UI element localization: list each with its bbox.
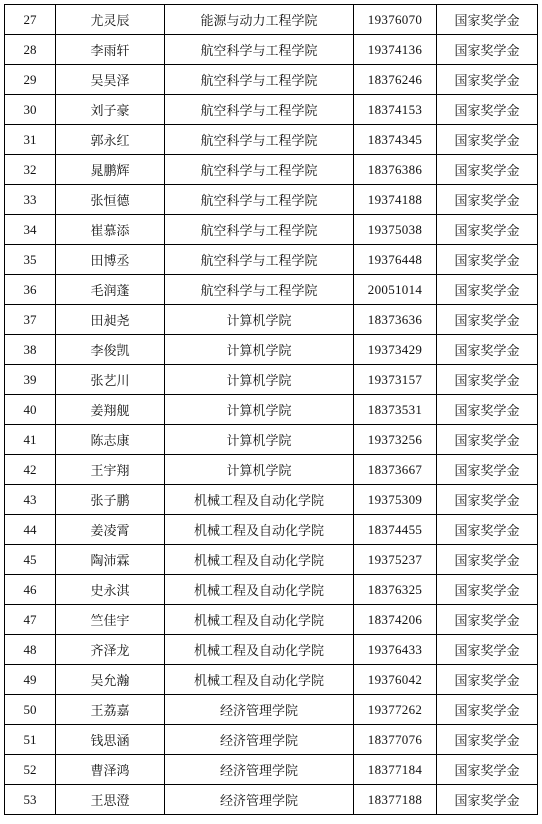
student-name-cell: 吴允瀚 [56, 665, 165, 695]
student-name-cell: 曹泽鸿 [56, 755, 165, 785]
college-name-cell: 机械工程及自动化学院 [165, 665, 354, 695]
student-name-cell: 晁鹏辉 [56, 155, 165, 185]
college-name-cell: 能源与动力工程学院 [165, 5, 354, 35]
student-id-cell: 19377262 [354, 695, 437, 725]
table-row [5, 785, 538, 815]
student-id-cell: 18376386 [354, 155, 437, 185]
student-id-cell: 20051014 [354, 275, 437, 305]
award-type-cell: 国家奖学金 [437, 305, 538, 335]
award-type-cell: 国家奖学金 [437, 215, 538, 245]
row-number-cell: 44 [5, 515, 56, 545]
student-name-cell: 钱思涵 [56, 725, 165, 755]
table-row [5, 35, 538, 65]
table-row [5, 695, 538, 725]
award-type-cell: 国家奖学金 [437, 125, 538, 155]
table-row [5, 395, 538, 425]
table-row [5, 185, 538, 215]
row-number-cell: 31 [5, 125, 56, 155]
student-id-cell: 18374206 [354, 605, 437, 635]
row-number-cell: 34 [5, 215, 56, 245]
row-number-cell: 47 [5, 605, 56, 635]
award-type-cell: 国家奖学金 [437, 635, 538, 665]
student-id-cell: 19373157 [354, 365, 437, 395]
row-number-cell: 51 [5, 725, 56, 755]
award-type-cell: 国家奖学金 [437, 5, 538, 35]
award-type-cell: 国家奖学金 [437, 695, 538, 725]
college-name-cell: 航空科学与工程学院 [165, 155, 354, 185]
table-row [5, 275, 538, 305]
student-id-cell: 19374136 [354, 35, 437, 65]
award-type-cell: 国家奖学金 [437, 395, 538, 425]
row-number-cell: 43 [5, 485, 56, 515]
award-type-cell: 国家奖学金 [437, 515, 538, 545]
college-name-cell: 经济管理学院 [165, 695, 354, 725]
award-type-cell: 国家奖学金 [437, 455, 538, 485]
row-number-cell: 53 [5, 785, 56, 815]
college-name-cell: 机械工程及自动化学院 [165, 515, 354, 545]
row-number-cell: 52 [5, 755, 56, 785]
table-row [5, 455, 538, 485]
student-id-cell: 19376448 [354, 245, 437, 275]
row-number-cell: 49 [5, 665, 56, 695]
row-number-cell: 39 [5, 365, 56, 395]
student-id-cell: 19376433 [354, 635, 437, 665]
table-body [5, 5, 538, 815]
table-row [5, 605, 538, 635]
row-number-cell: 30 [5, 95, 56, 125]
row-number-cell: 38 [5, 335, 56, 365]
award-type-cell: 国家奖学金 [437, 485, 538, 515]
table-row [5, 95, 538, 125]
row-number-cell: 46 [5, 575, 56, 605]
college-name-cell: 计算机学院 [165, 455, 354, 485]
award-type-cell: 国家奖学金 [437, 155, 538, 185]
table-row [5, 665, 538, 695]
student-id-cell: 19376042 [354, 665, 437, 695]
student-name-cell: 史永淇 [56, 575, 165, 605]
table-row [5, 245, 538, 275]
scholarship-table-container [4, 4, 538, 815]
student-name-cell: 张恒德 [56, 185, 165, 215]
row-number-cell: 29 [5, 65, 56, 95]
student-name-cell: 郭永红 [56, 125, 165, 155]
student-name-cell: 陈志康 [56, 425, 165, 455]
student-id-cell: 18373531 [354, 395, 437, 425]
table-row [5, 155, 538, 185]
award-type-cell: 国家奖学金 [437, 245, 538, 275]
table-row [5, 575, 538, 605]
student-name-cell: 王宇翔 [56, 455, 165, 485]
student-name-cell: 陶沛霖 [56, 545, 165, 575]
student-id-cell: 18377076 [354, 725, 437, 755]
student-id-cell: 18374345 [354, 125, 437, 155]
award-type-cell: 国家奖学金 [437, 425, 538, 455]
college-name-cell: 经济管理学院 [165, 785, 354, 815]
table-row [5, 215, 538, 245]
student-id-cell: 19373256 [354, 425, 437, 455]
table-row [5, 725, 538, 755]
student-id-cell: 18377184 [354, 755, 437, 785]
student-name-cell: 齐泽龙 [56, 635, 165, 665]
award-type-cell: 国家奖学金 [437, 575, 538, 605]
student-name-cell: 王思澄 [56, 785, 165, 815]
college-name-cell: 计算机学院 [165, 395, 354, 425]
award-type-cell: 国家奖学金 [437, 275, 538, 305]
college-name-cell: 机械工程及自动化学院 [165, 575, 354, 605]
student-name-cell: 崔慕添 [56, 215, 165, 245]
table-row [5, 365, 538, 395]
college-name-cell: 航空科学与工程学院 [165, 245, 354, 275]
college-name-cell: 航空科学与工程学院 [165, 35, 354, 65]
student-name-cell: 尤灵辰 [56, 5, 165, 35]
student-id-cell: 19374188 [354, 185, 437, 215]
college-name-cell: 航空科学与工程学院 [165, 125, 354, 155]
student-name-cell: 姜凌霄 [56, 515, 165, 545]
award-type-cell: 国家奖学金 [437, 365, 538, 395]
student-id-cell: 18374153 [354, 95, 437, 125]
college-name-cell: 航空科学与工程学院 [165, 275, 354, 305]
award-type-cell: 国家奖学金 [437, 755, 538, 785]
row-number-cell: 32 [5, 155, 56, 185]
award-type-cell: 国家奖学金 [437, 605, 538, 635]
college-name-cell: 航空科学与工程学院 [165, 65, 354, 95]
student-id-cell: 18376325 [354, 575, 437, 605]
table-row [5, 635, 538, 665]
row-number-cell: 50 [5, 695, 56, 725]
table-row [5, 425, 538, 455]
college-name-cell: 计算机学院 [165, 425, 354, 455]
college-name-cell: 机械工程及自动化学院 [165, 545, 354, 575]
award-type-cell: 国家奖学金 [437, 95, 538, 125]
table-row [5, 335, 538, 365]
student-id-cell: 18373667 [354, 455, 437, 485]
student-id-cell: 19375237 [354, 545, 437, 575]
row-number-cell: 28 [5, 35, 56, 65]
scholarship-table [4, 4, 538, 815]
student-id-cell: 19375038 [354, 215, 437, 245]
student-id-cell: 19375309 [354, 485, 437, 515]
student-name-cell: 李俊凯 [56, 335, 165, 365]
award-type-cell: 国家奖学金 [437, 65, 538, 95]
row-number-cell: 33 [5, 185, 56, 215]
student-name-cell: 姜翔舰 [56, 395, 165, 425]
college-name-cell: 经济管理学院 [165, 755, 354, 785]
table-row [5, 125, 538, 155]
table-row [5, 65, 538, 95]
student-name-cell: 吴昊泽 [56, 65, 165, 95]
table-row [5, 485, 538, 515]
student-id-cell: 19376070 [354, 5, 437, 35]
college-name-cell: 航空科学与工程学院 [165, 185, 354, 215]
college-name-cell: 机械工程及自动化学院 [165, 605, 354, 635]
college-name-cell: 航空科学与工程学院 [165, 95, 354, 125]
row-number-cell: 48 [5, 635, 56, 665]
college-name-cell: 经济管理学院 [165, 725, 354, 755]
row-number-cell: 41 [5, 425, 56, 455]
college-name-cell: 计算机学院 [165, 305, 354, 335]
row-number-cell: 36 [5, 275, 56, 305]
table-row [5, 305, 538, 335]
table-row [5, 755, 538, 785]
student-name-cell: 刘子豪 [56, 95, 165, 125]
student-id-cell: 18376246 [354, 65, 437, 95]
student-id-cell: 19373429 [354, 335, 437, 365]
award-type-cell: 国家奖学金 [437, 665, 538, 695]
student-name-cell: 王荔嘉 [56, 695, 165, 725]
student-name-cell: 李雨轩 [56, 35, 165, 65]
row-number-cell: 27 [5, 5, 56, 35]
college-name-cell: 航空科学与工程学院 [165, 215, 354, 245]
table-row [5, 515, 538, 545]
college-name-cell: 计算机学院 [165, 335, 354, 365]
student-name-cell: 毛润蓬 [56, 275, 165, 305]
row-number-cell: 40 [5, 395, 56, 425]
row-number-cell: 35 [5, 245, 56, 275]
student-name-cell: 田博丞 [56, 245, 165, 275]
student-name-cell: 张艺川 [56, 365, 165, 395]
table-row [5, 545, 538, 575]
college-name-cell: 计算机学院 [165, 365, 354, 395]
student-name-cell: 田昶尧 [56, 305, 165, 335]
row-number-cell: 37 [5, 305, 56, 335]
award-type-cell: 国家奖学金 [437, 725, 538, 755]
award-type-cell: 国家奖学金 [437, 335, 538, 365]
college-name-cell: 机械工程及自动化学院 [165, 635, 354, 665]
student-name-cell: 竺佳宇 [56, 605, 165, 635]
row-number-cell: 42 [5, 455, 56, 485]
award-type-cell: 国家奖学金 [437, 545, 538, 575]
award-type-cell: 国家奖学金 [437, 785, 538, 815]
award-type-cell: 国家奖学金 [437, 35, 538, 65]
student-name-cell: 张子鹏 [56, 485, 165, 515]
student-id-cell: 18377188 [354, 785, 437, 815]
row-number-cell: 45 [5, 545, 56, 575]
award-type-cell: 国家奖学金 [437, 185, 538, 215]
table-row [5, 5, 538, 35]
student-id-cell: 18373636 [354, 305, 437, 335]
college-name-cell: 机械工程及自动化学院 [165, 485, 354, 515]
student-id-cell: 18374455 [354, 515, 437, 545]
